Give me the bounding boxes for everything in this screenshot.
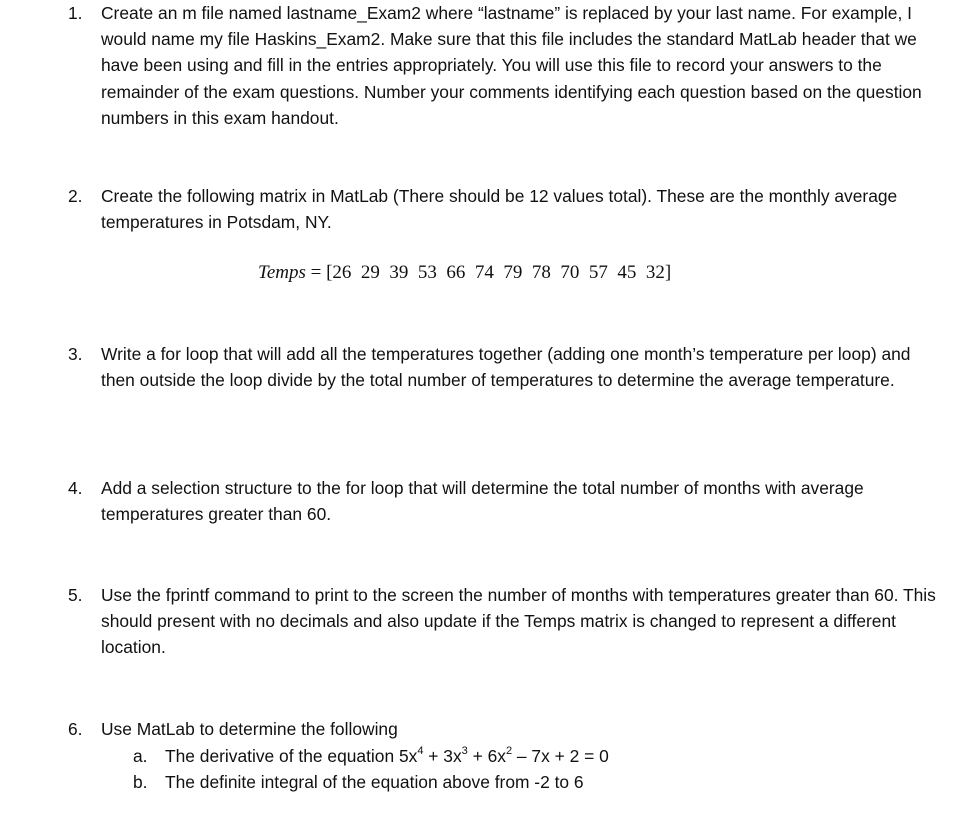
subitem-a: [133, 743, 609, 769]
subitem-text: [165, 746, 609, 766]
formula-equals: =: [310, 262, 322, 283]
equation-part: – 7x + 2 = 0: [512, 746, 609, 766]
formula-variable: Temps: [258, 262, 306, 283]
question-3: [68, 341, 948, 393]
question-text: Create the following matrix in MatLab (There should be 12 values total). These are the monthly average temperatures in Potsdam, NY.: [101, 186, 898, 233]
question-number: 2.: [68, 186, 83, 206]
question-1: [68, 0, 948, 131]
question-number: 5.: [68, 585, 83, 605]
exponent: 2: [505, 745, 513, 758]
formula-values: [26 29 39 53 66 74 79 78 70 57 45 32]: [326, 262, 672, 283]
subitem-letter: a.: [133, 746, 148, 766]
question-5: [68, 582, 948, 661]
question-text: Use the fprintf command to print to the screen the number of months with temperatures greater than 60. This should present with no decimals and also update if the Temps matrix is changed to represent a different location.: [101, 585, 936, 658]
equation-part: The derivative of the equation 5x: [165, 746, 418, 766]
question-number: 6.: [68, 719, 83, 739]
temps-matrix-formula: [258, 262, 671, 284]
exponent: 3: [461, 745, 468, 758]
question-6: [68, 716, 948, 742]
question-4: [68, 475, 948, 527]
subitem-letter: b.: [133, 772, 148, 792]
question-text: Write a for loop that will add all the temperatures together (adding one month’s temperature per loop) and then outside the loop divide by the total number of temperatures to determine the average temperature.: [101, 344, 911, 391]
question-text: Create an m file named lastname_Exam2 where “lastname” is replaced by your last name. For example, I would name my file Haskins_Exam2. Make sure that this file includes the standard MatLab header that we have been using and fill in the entries appropriately. You will use this file to record your answers to the remainder of the exam questions. Number your comments identifying each question based on the question numbers in this exam handout.: [101, 3, 922, 128]
equation-part: + 3x: [423, 746, 462, 766]
question-text: Add a selection structure to the for loop that will determine the total number of months with average temperatures greater than 60.: [101, 478, 864, 525]
question-number: 1.: [68, 3, 83, 23]
question-text: Use MatLab to determine the following: [101, 719, 398, 739]
question-number: 3.: [68, 344, 83, 364]
equation-part: + 6x: [467, 746, 506, 766]
exponent: 4: [417, 745, 424, 758]
subitem-b: [133, 769, 584, 795]
subitem-text: The definite integral of the equation above from -2 to 6: [165, 772, 584, 792]
question-number: 4.: [68, 478, 83, 498]
question-2: [68, 183, 948, 235]
